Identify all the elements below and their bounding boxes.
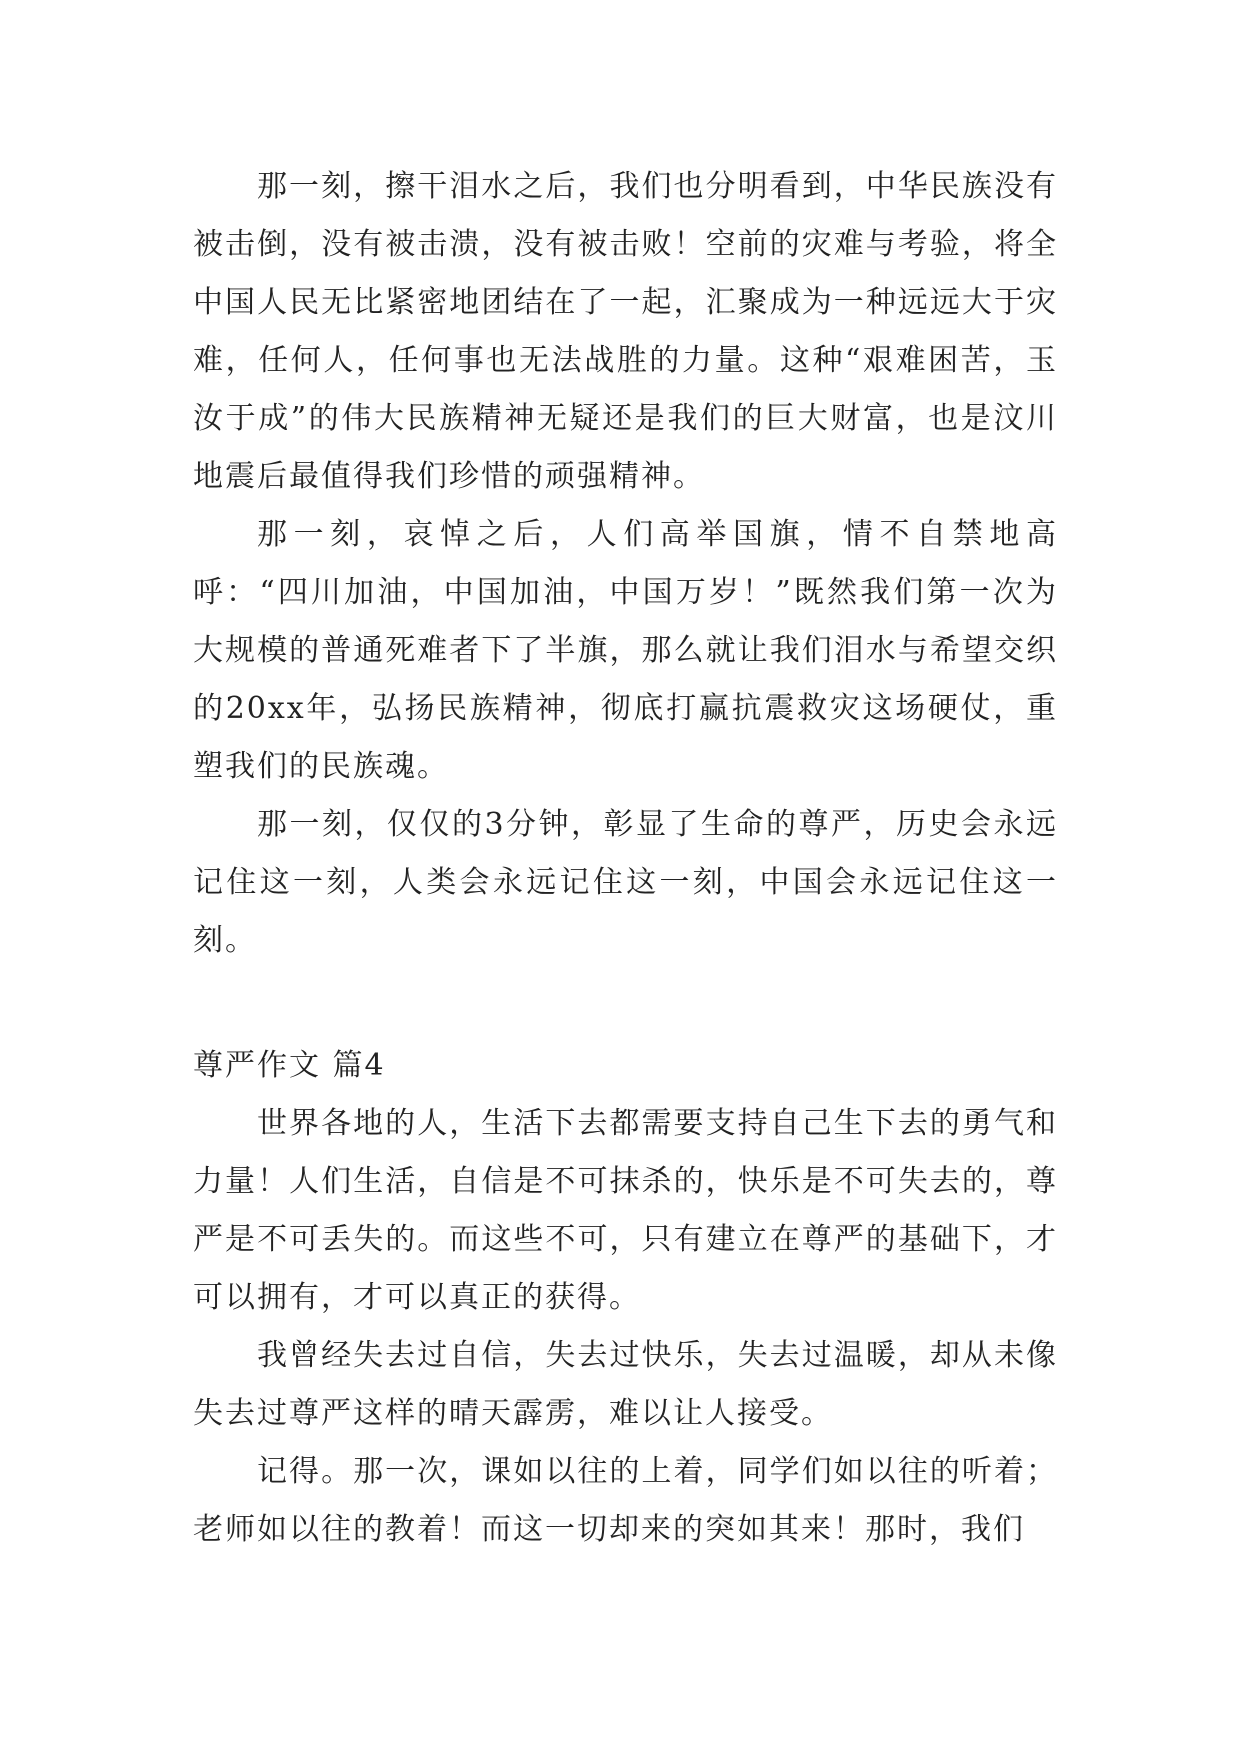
paragraph: 我曾经失去过自信，失去过快乐，失去过温暖，却从未像失去过尊严这样的晴天霹雳，难以让人接受。 xyxy=(193,1338,1058,1431)
paragraph: 那一刻，哀悼之后，人们高举国旗，情不自禁地高呼：“四川加油，中国加油，中国万岁！”既然我们第一次为大规模的普通死难者下了半旗，那么就让我们泪水与希望交织的20xx年，弘扬民族精神，彻底打赢抗震救灾这场硬仗，重塑我们的民族魂。 xyxy=(193,517,1058,784)
paragraph: 那一刻，仅仅的3分钟，彰显了生命的尊严，历史会永远记住这一刻，人类会永远记住这一刻，中国会永远记住这一刻。 xyxy=(193,807,1058,958)
paragraph: 记得。那一次，课如以往的上着，同学们如以往的听着；老师如以往的教着！而这一切却来的突如其来！那时，我们 xyxy=(193,1454,1058,1547)
paragraph: 那一刻，擦干泪水之后，我们也分明看到，中华民族没有被击倒，没有被击溃，没有被击败！空前的灾难与考验，将全中国人民无比紧密地团结在了一起，汇聚成为一种远远大于灾难，任何人，任何事也无法战胜的力量。这种“艰难困苦，玉汝于成”的伟大民族精神无疑还是我们的巨大财富，也是汶川地震后最值得我们珍惜的顽强精神。 xyxy=(193,169,1058,494)
section-heading: 尊严作文 篇4 xyxy=(193,1048,386,1083)
essay-section-4 xyxy=(193,1037,1058,1559)
paragraph: 世界各地的人，生活下去都需要支持自己生下去的勇气和力量！人们生活，自信是不可抹杀的，快乐是不可失去的，尊严是不可丢失的。而这些不可，只有建立在尊严的基础下，才可以拥有，才可以真正的获得。 xyxy=(193,1106,1058,1315)
essay-body-continued xyxy=(193,158,1058,970)
